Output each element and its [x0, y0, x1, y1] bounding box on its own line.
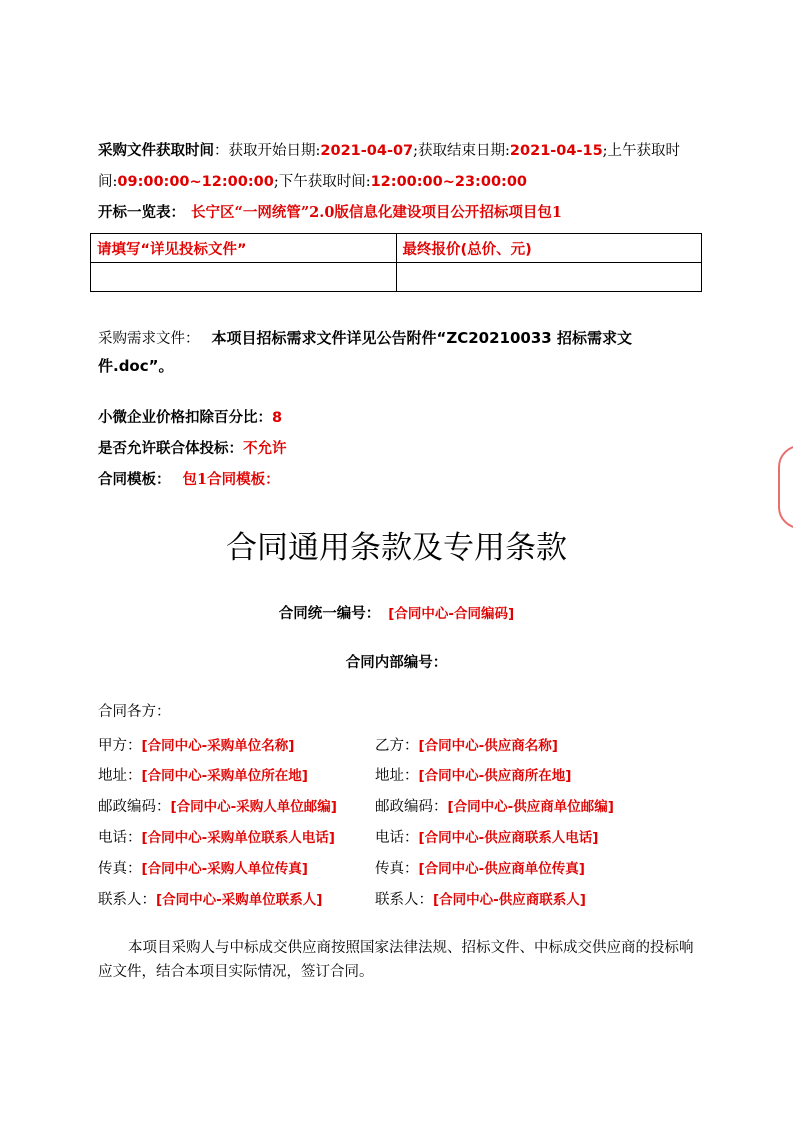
morning-label-2: 间: [98, 174, 118, 190]
party-a-row [98, 826, 335, 847]
end-date: 2021-04-15 [509, 143, 603, 159]
small-enterprise-value: 8 [272, 410, 283, 426]
internal-number-label: 合同内部编号： [345, 654, 448, 671]
consortium-value: 不允许 [243, 440, 287, 457]
party-a-field-label: 邮政编码： [98, 799, 171, 815]
table-header-cell: 最终报价(总价、元) [396, 234, 702, 263]
bid-overview-label: 开标一览表： [98, 204, 185, 221]
requirements-line [98, 328, 632, 349]
party-a-field-value: [合同中心-采购人单位邮编] [170, 799, 337, 815]
party-a-row [98, 888, 322, 909]
procurement-time-line-2 [98, 172, 527, 192]
party-a-field-label: 联系人： [98, 892, 156, 908]
party-b-row [375, 795, 614, 816]
party-b-row [375, 888, 586, 909]
party-a-field-value: [合同中心-采购单位联系人电话] [141, 830, 335, 846]
party-a-row [98, 857, 308, 878]
party-a-field-value: [合同中心-采购人单位传真] [141, 861, 308, 877]
contract-template-value: 包1合同模板： [182, 471, 280, 488]
table-row [91, 234, 702, 263]
bid-overview-table [90, 233, 702, 292]
small-enterprise-line [98, 408, 282, 428]
party-b-row [375, 734, 558, 755]
party-b-field-value: [合同中心-供应商联系人电话] [418, 830, 599, 846]
party-b-field-label: 联系人： [375, 892, 433, 908]
end-date-label: ;获取结束日期: [413, 143, 510, 159]
party-b-field-value: [合同中心-供应商所在地] [418, 768, 572, 784]
party-a-row [98, 734, 294, 755]
party-a-field-value: [合同中心-采购单位名称] [141, 738, 295, 754]
requirements-text-2: 件.doc”。 [98, 357, 174, 375]
start-date-label: ：获取开始日期: [214, 143, 321, 159]
contract-title: 合同通用条款及专用条款 [226, 530, 567, 566]
consortium-line [98, 439, 287, 459]
party-b-field-label: 地址： [375, 768, 419, 784]
party-a-field-label: 传真： [98, 861, 142, 877]
contract-template-label: 合同模板： [98, 471, 171, 488]
party-a-row [98, 795, 337, 816]
party-b-row [375, 826, 598, 847]
consortium-label: 是否允许联合体投标： [98, 440, 243, 457]
party-b-row [375, 857, 585, 878]
table-row [91, 263, 702, 292]
small-enterprise-label: 小微企业价格扣除百分比： [98, 409, 272, 426]
table-header-cell: 请填写“详见投标文件” [91, 234, 397, 263]
intro-paragraph: 本项目采购人与中标成交供应商按照国家法律法规、招标文件、中标成交供应商的投标响应文件，结合本项目实际情况，签订合同。 [98, 940, 694, 980]
party-b-field-value: [合同中心-供应商单位传真] [418, 861, 585, 877]
party-b-field-label: 邮政编码： [375, 799, 448, 815]
requirements-label: 采购需求文件： [98, 331, 200, 347]
unified-number-line [0, 602, 793, 623]
afternoon-label: ;下午获取时间: [273, 174, 371, 190]
party-b-field-value: [合同中心-供应商联系人] [433, 892, 586, 908]
party-b-field-value: [合同中心-供应商单位邮编] [447, 799, 614, 815]
party-b-field-value: [合同中心-供应商名称] [418, 738, 558, 754]
morning-label: ;上午获取时 [602, 143, 681, 159]
party-b-field-label: 传真： [375, 861, 419, 877]
morning-time: 09:00:00~12:00:00 [117, 174, 274, 190]
procurement-time-line [98, 141, 680, 161]
requirements-text: 本项目招标需求文件详见公告附件“ZC20210033 招标需求文 [211, 329, 632, 347]
party-a-row [98, 764, 308, 785]
party-a-field-label: 地址： [98, 768, 142, 784]
table-cell [91, 263, 397, 292]
party-a-field-label: 甲方： [98, 738, 142, 754]
party-a-field-value: [合同中心-采购单位所在地] [141, 768, 308, 784]
party-a-field-label: 电话： [98, 830, 142, 846]
party-b-field-label: 乙方： [375, 738, 419, 754]
unified-number-value: [合同中心-合同编码] [388, 606, 515, 622]
party-b-row [375, 764, 571, 785]
afternoon-time: 12:00:00~23:00:00 [370, 174, 528, 190]
contract-template-line [98, 470, 280, 490]
parties-label: 合同各方： [98, 704, 171, 720]
table-cell [396, 263, 702, 292]
unified-number-label: 合同统一编号： [278, 605, 381, 622]
party-b-field-label: 电话： [375, 830, 419, 846]
red-seal-stamp [778, 445, 793, 529]
party-a-field-value: [合同中心-采购单位联系人] [156, 892, 323, 908]
procurement-time-label: 采购文件获取时间 [98, 142, 214, 159]
bid-project-name: 长宁区“一网统管”2.0版信息化建设项目公开招标项目包1 [191, 204, 562, 221]
start-date: 2021-04-07 [320, 143, 414, 159]
bid-overview-line [98, 203, 562, 223]
